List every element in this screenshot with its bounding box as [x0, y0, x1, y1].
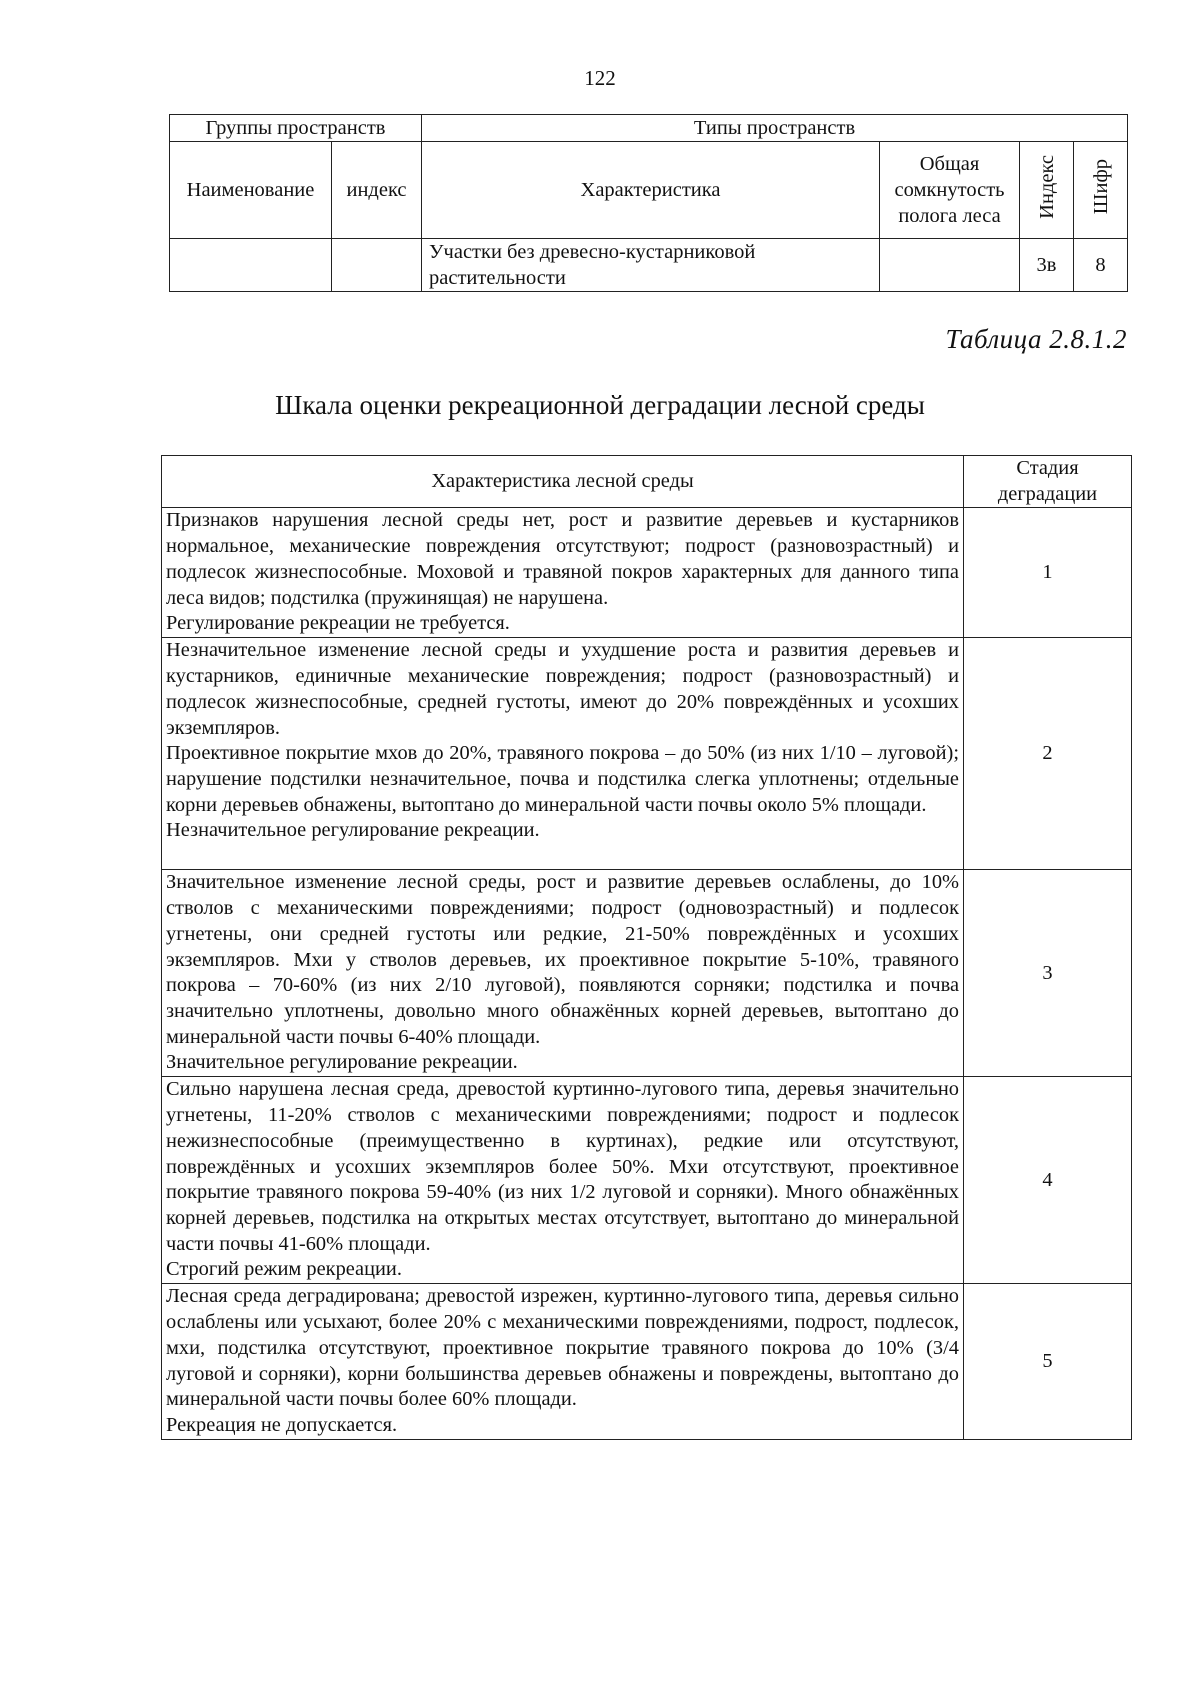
- col-code-header-cell: [1074, 142, 1128, 239]
- groups-header: Группы пространств: [170, 115, 422, 142]
- stage-description: [162, 508, 964, 638]
- col-characteristic-header: Характеристика: [422, 142, 880, 239]
- table-title: Шкала оценки рекреационной деградации лесной среды: [275, 390, 925, 420]
- table-caption: Таблица 2.8.1.2: [945, 324, 1127, 354]
- row-name-cell: [170, 239, 332, 292]
- stage-number: 5: [964, 1284, 1132, 1440]
- stage-description: [162, 1284, 964, 1440]
- page-number: 122: [584, 66, 616, 90]
- stage-regulation-text: Регулирование рекреации не требуется.: [166, 612, 510, 635]
- table-row: [162, 638, 1132, 870]
- degradation-scale-table: [161, 455, 1132, 1440]
- stage-regulation-text: Незначительное регулирование рекреации.: [166, 819, 540, 842]
- stage-description-text: Проективное покрытие мхов до 20%, травяного покрова – до 50% (из них 1/10 – луговой); нарушение подстилки незначительное, почва и подстилка слегка уплотнены; отдельные корни деревьев обнажены, вытоптано до минеральной части почвы около 5% площади.: [166, 742, 959, 816]
- stage-description-text: Сильно нарушена лесная среда, древостой куртинно-лугового типа, деревья значительно угнетены, 11-20% стволов с механическими повреждениями; подрост и подлесок нежизнеспособные (преимущественно в куртинах), редкие или отсутствуют, повреждённых и усохших экземпляров более 50%. Мхи отсутствуют, проективное покрытие травяного покрова 59-40% (из них 1/2 луговой и сорняки). Много обнажённых корней деревьев, подстилка на открытых местах отсутствует, вытоптано до минеральной части почвы 41-60% площади.: [166, 1078, 959, 1255]
- row-index-cell: 3в: [1020, 239, 1074, 292]
- stage-number: 4: [964, 1077, 1132, 1284]
- col-density-header: Общая сомкнутость полога леса: [880, 142, 1020, 239]
- table-row: [170, 239, 1128, 292]
- stage-description: [162, 638, 964, 870]
- stage-regulation-text: Строгий режим рекреации.: [166, 1258, 402, 1281]
- table-row: [162, 508, 1132, 638]
- stage-description-text: Признаков нарушения лесной среды нет, рост и развитие деревьев и кустарников нормальное, механические повреждения отсутствуют; подрост (разновозрастный) и подлесок жизнеспособные. Моховой и травяной покров характерных для данного типа леса видов; подстилка (пружинящая) не нарушена.: [166, 509, 959, 609]
- col-name-header: Наименование: [170, 142, 332, 239]
- col-index-header-cell: [1020, 142, 1074, 239]
- stage-description: [162, 870, 964, 1077]
- row-code-cell: 8: [1074, 239, 1128, 292]
- col-stage-header: [964, 456, 1132, 508]
- table-row: [162, 1284, 1132, 1440]
- stage-description-text: Незначительное изменение лесной среды и ухудшение роста и развития деревьев и кустарников, единичные механические повреждения; подрост (разновозрастный) и подлесок жизнеспособные, средней густоты, имеют до 20% повреждённых и усохших экземпляров.: [166, 639, 959, 739]
- stage-regulation-text: Значительное регулирование рекреации.: [166, 1051, 518, 1074]
- row-index-lower-cell: [332, 239, 422, 292]
- row-characteristic-cell: Участки без древесно-кустарниковой растительности: [422, 239, 880, 292]
- stage-description: [162, 1077, 964, 1284]
- col-stage-header-line2: деградации: [997, 482, 1098, 505]
- types-header: Типы пространств: [422, 115, 1128, 142]
- table-row: [162, 1077, 1132, 1284]
- degradation-header-row: [162, 456, 1132, 508]
- spaces-table-header-row: [170, 142, 1128, 239]
- row-density-cell: [880, 239, 1020, 292]
- stage-regulation-text: Рекреация не допускается.: [166, 1413, 398, 1436]
- stage-number: 3: [964, 870, 1132, 1077]
- col-code-header: Шифр: [1089, 158, 1112, 215]
- col-forest-characteristic-header: Характеристика лесной среды: [162, 456, 964, 508]
- stage-number: 2: [964, 638, 1132, 870]
- col-index-header: Индекс: [1035, 154, 1058, 219]
- spaces-table: [169, 114, 1128, 292]
- table-row: [162, 870, 1132, 1077]
- stage-description-text: Значительное изменение лесной среды, рост и развитие деревьев ослаблены, до 10% стволов с механическими повреждениями; подрост (одновозрастный) и подлесок угнетены, они средней густоты или редкие, 21-50% повреждённых и усохших экземпляров. Мхи у стволов деревьев, их проективное покрытие 5-10%, травяного покрова – 70-60% (из них 2/10 луговой), появляются сорняки; подстилка и почва значительно уплотнены, довольно много обнажённых корней деревьев, вытоптано до минеральной части почвы 6-40% площади.: [166, 871, 959, 1048]
- stage-number: 1: [964, 508, 1132, 638]
- stage-description-text: Лесная среда деградирована; древостой изрежен, куртинно-лугового типа, деревья сильно ослаблены или усыхают, более 20% с механическими повреждениями, подрост, подлесок, мхи, подстилка отсутствуют, проективное покрытие травяного покрова до 10% (3/4 луговой и сорняки), корни большинства деревьев обнажены и повреждены, вытоптано до минеральной части почвы более 60% площади.: [166, 1285, 959, 1411]
- spaces-table-group-row: [170, 115, 1128, 142]
- col-index-lower-header: индекс: [332, 142, 422, 239]
- col-stage-header-line1: Стадия: [1016, 457, 1079, 479]
